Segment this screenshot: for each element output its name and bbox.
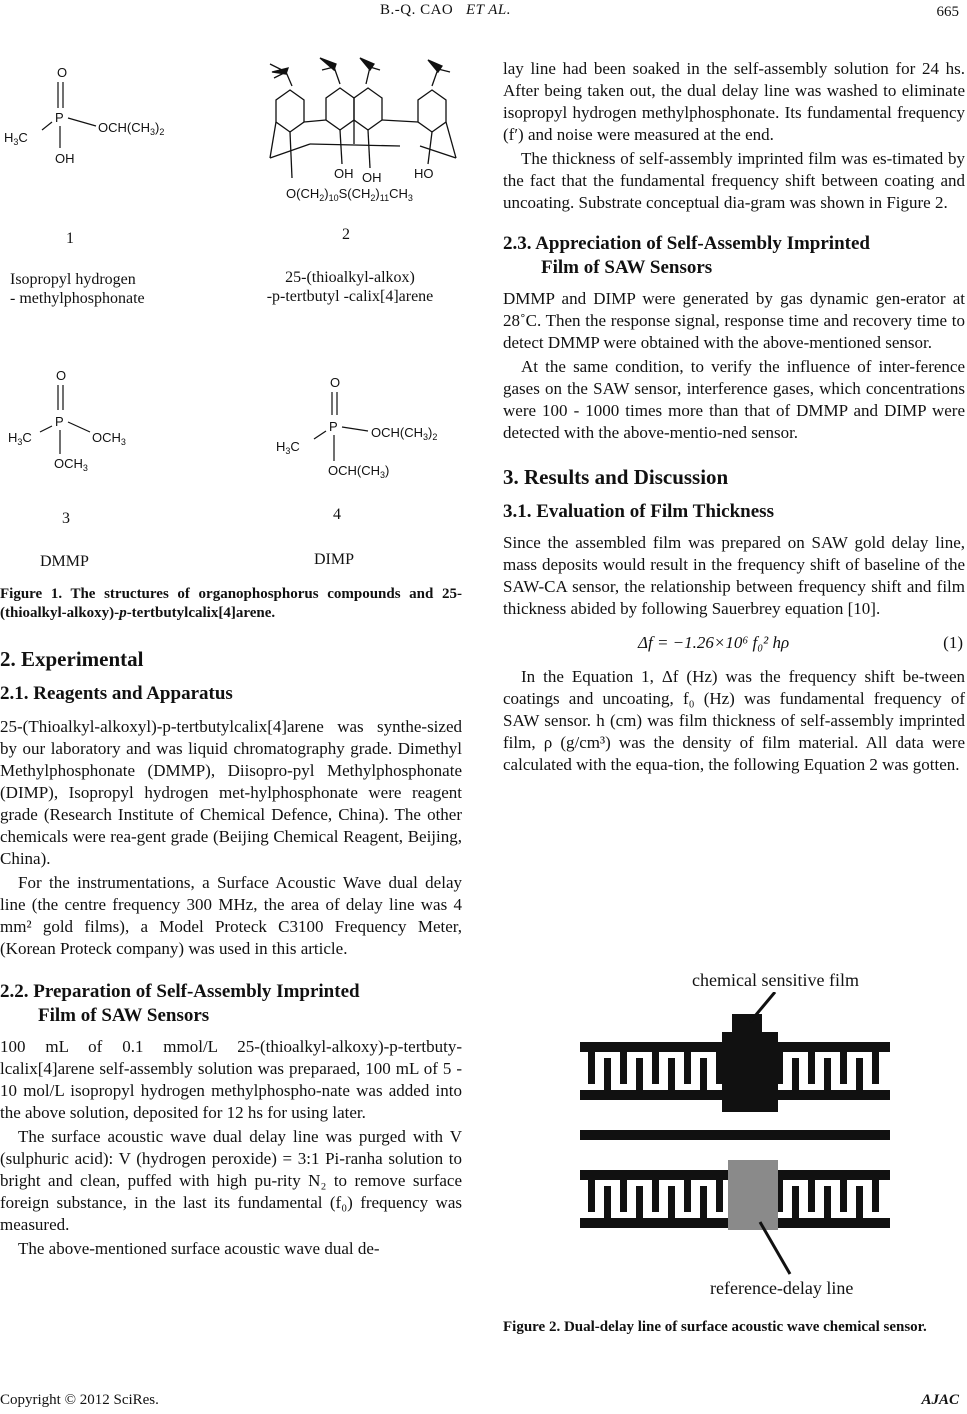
- figure-1: [0, 40, 470, 580]
- svg-text:OH: OH: [55, 151, 75, 166]
- right-column: [503, 58, 965, 776]
- svg-text:H3C: $H_3C$: [4, 130, 28, 147]
- structure-3-name: DMMP: [40, 553, 89, 570]
- paragraph-sauerbrey: Since the assembled film was prepared on SAW gold delay line, mass deposits would result in the frequency shift of baseline of the SAW-CA sensor, the relationship between frequency shift and film thickness abided by following Sauerbrey equation [10].: [503, 533, 965, 618]
- section-2-3-heading: 2.3. Appreciation of Self-Assembly Imprinted Film of SAW Sensors: [503, 233, 870, 278]
- structure-1-number: 1: [66, 230, 74, 247]
- paragraph-purge: The surface acoustic wave dual delay line was purged with V (sulphuric acid): V (hydrogen peroxide) = 3:1 Pi-ranha solution to bright and clean, puffed with high pu-rity N₂ to remove surface foreign substance, in the last its fundamental (f₀) frequency was measured.: [0, 1127, 462, 1234]
- figure-2-caption: Figure 2. Dual-delay line of surface acoustic wave chemical sensor.: [503, 1319, 927, 1335]
- equation-1-number: (1): [943, 633, 963, 652]
- svg-text:P: P: [55, 414, 64, 429]
- section-2-2-heading: 2.2. Preparation of Self-Assembly Imprinted Film of SAW Sensors: [0, 981, 360, 1026]
- svg-text:OH: OH: [334, 166, 354, 181]
- section-2-1-heading: 2.1. Reagents and Apparatus: [0, 683, 233, 704]
- figure-1-caption: Figure 1. The structures of organophosphorus compounds and 25-(thioalkyl-alkoxy)-p-tertbutylcalix[4]arene.: [0, 586, 462, 621]
- svg-text:O: O: [330, 375, 341, 390]
- label-reference-delay-line: reference-delay line: [710, 1278, 854, 1298]
- structure-2-number: 2: [342, 226, 350, 243]
- equation-1: [503, 626, 965, 662]
- structure-3-number: 3: [62, 510, 70, 527]
- svg-text:O: O: [56, 368, 67, 383]
- header-etal: ET AL.: [466, 2, 511, 18]
- section-3-1-heading: 3.1. Evaluation of Film Thickness: [503, 501, 774, 522]
- svg-text:P: P: [329, 419, 338, 434]
- svg-text:OCH(CH3)2: $OCH(CH_3)_2$: [371, 425, 438, 442]
- paragraph-gas-generation: DMMP and DIMP were generated by gas dynamic gen-erator at 28˚C. Then the response signal, response time and recovery time to detect DMMP were obtained with the above-mentioned sensor.: [503, 289, 965, 352]
- structure-1-isopropyl-hydrogen-methylphosphonate: [0, 60, 200, 210]
- svg-text:OCH3: $OCH_3$: [54, 456, 88, 473]
- footer-copyright: Copyright © 2012 SciRes.: [0, 1392, 159, 1408]
- svg-text:H3C: $H_3C$: [276, 439, 300, 456]
- svg-text:OCH(CH3)2: $OCH(CH_3)_2$: [98, 120, 165, 137]
- structure-2-thioalkyl-calixarene: [250, 50, 465, 210]
- paragraph-thickness: The thickness of self-assembly imprinted film was es-timated by the fact that the fundamental frequency shift between coating and uncoating. Substrate conceptual dia-gram was shown in Figure 2.: [503, 149, 965, 212]
- structure-4-dimp: [270, 365, 470, 495]
- structure-2-name: 25-(thioalkyl-alkox) -p-tertbutyl -calix[4]arene: [266, 269, 434, 305]
- svg-text:H3C: $H_3C$: [8, 430, 32, 447]
- svg-text:O(CH2)10S(CH2)11CH3: $O(CH_2)_{10}S(CH_2)_{11}CH_3$: [286, 186, 413, 203]
- page-footer: [0, 1386, 967, 1414]
- paragraph-reagents: 25-(Thioalkyl-alkoxyl)-p-tertbutylcalix[4]arene was synthe-sized by our laboratory and was liquid chromatography grade. Dimethyl Methylphosphonate (DMMP), Diisopro-pyl Methylphosphonate (DIMP), Isopropyl hydrogen met-hylphosphonate were reagent grade (Research Institute of Chemical Defence, China). The other chemicals were rea-gent grade (Beijing Chemical Reagent, Beijing, China).: [0, 717, 462, 868]
- paragraph-equation-explanation: In the Equation 1, Δf (Hz) was the frequency shift be-tween coatings and uncoating, f₀ (Hz) was fundamental frequency of SAW sensor. h (cm) was film thickness of self-assembly imprinted film, ρ (g/cm³) was the density of film material. All data were calculated with the equa-tion, the following Equation 2 was gotten.: [503, 667, 965, 774]
- header-author: B.-Q. CAO: [380, 2, 454, 18]
- svg-text:HO: HO: [414, 166, 434, 181]
- paragraph-preparation: 100 mL of 0.1 mmol/L 25-(thioalkyl-alkoxy)-p-tertbuty-lcalix[4]arene self-assembly solution was preparaed, 100 mL of 5 - 10 mol/L isopropyl hydrogen methylphospho-nate was added into the above solution, deposited for 12 hs for using later.: [0, 1037, 462, 1122]
- svg-text:P: P: [55, 110, 64, 125]
- section-3-heading: 3. Results and Discussion: [503, 465, 729, 489]
- page-header: [0, 2, 967, 26]
- structure-3-dmmp: [0, 358, 180, 488]
- structure-4-name: DIMP: [314, 551, 355, 568]
- saw-sensor-diagram: [560, 992, 900, 1282]
- section-2-heading: 2. Experimental: [0, 647, 144, 671]
- equation-1-body: Δf = −1.26×10⁶ f₀² hρ: [638, 633, 790, 652]
- svg-text:OH: OH: [362, 170, 382, 185]
- svg-text:OCH(CH3): $OCH(CH_3)$: [328, 463, 390, 480]
- page-number: 665: [936, 4, 959, 20]
- paragraph-soak-continued: lay line had been soaked in the self-assembly solution for 24 hs. After being taken out, the dual delay line was washed to eliminate isopropyl hydrogen methylphosphonate. Its fundamental frequency (f′) and noise were measured at the end.: [503, 59, 965, 144]
- figure-2: [560, 970, 900, 1310]
- paragraph-soak-start: The above-mentioned surface acoustic wave dual de-: [18, 1239, 380, 1258]
- svg-text:OCH3: $OCH_3$: [92, 430, 126, 447]
- label-chemical-sensitive-film: chemical sensitive film: [692, 970, 859, 990]
- left-column: [0, 648, 462, 1260]
- structure-4-number: 4: [333, 506, 341, 523]
- paragraph-instrumentation: For the instrumentations, a Surface Acoustic Wave dual delay line (the centre frequency 300 MHz, the area of delay line was 4 mm² gold films), a Model Proteck C3100 Frequency Meter, (Korean Proteck company) was used in this article.: [0, 873, 462, 958]
- structure-1-name: Isopropyl hydrogen - methylphosphonate: [10, 271, 145, 307]
- paragraph-interference: At the same condition, to verify the influence of inter-ference gases on the SAW sensor, interference gases, which concentrations were 100 - 1000 times more than that of DMMP and DIMP were detected with the above-mentio-ned sensor.: [503, 357, 965, 442]
- svg-text:O: O: [57, 65, 68, 80]
- footer-journal: AJAC: [921, 1392, 959, 1408]
